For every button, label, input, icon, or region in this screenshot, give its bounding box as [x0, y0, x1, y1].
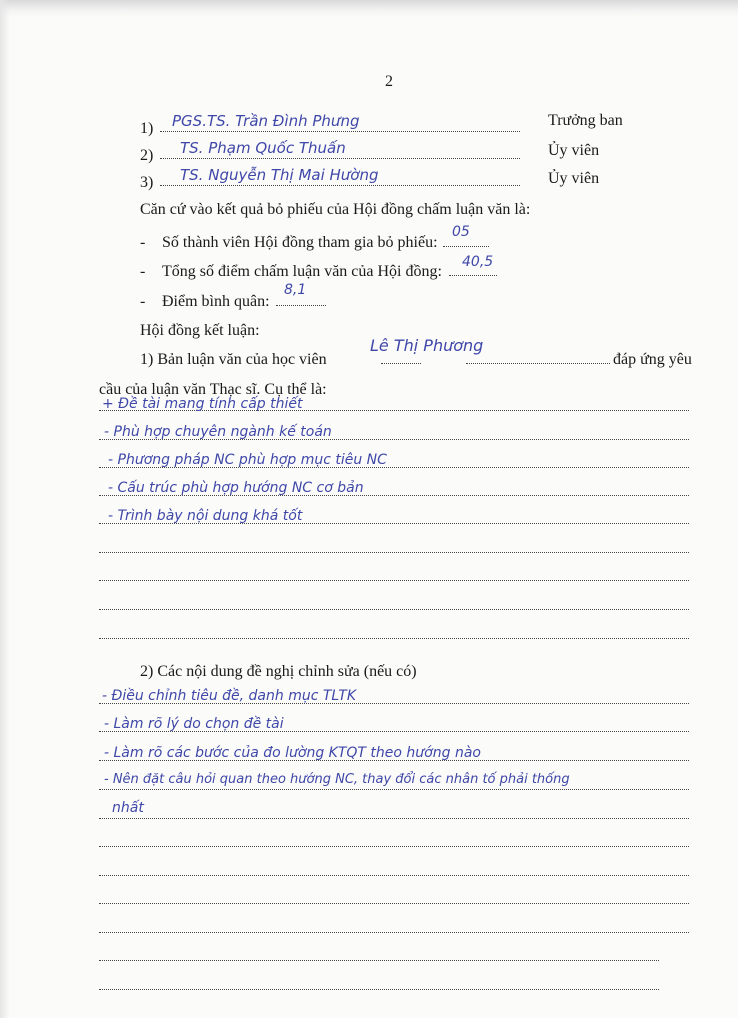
section1-suffix: đáp ứng yêu	[613, 351, 692, 368]
revision-line-5: nhất	[112, 800, 144, 816]
dotted-line	[449, 275, 497, 276]
dotted-line	[466, 363, 610, 364]
stat-bullet: -	[140, 234, 146, 251]
section1-continuation: cầu của luận văn Thạc sĩ. Cụ thể là:	[99, 381, 327, 398]
strength-line-4: - Cấu trúc phù hợp hướng NC cơ bản	[108, 480, 364, 496]
dotted-line	[160, 158, 520, 159]
stat-value-average: 8,1	[284, 282, 307, 298]
student-name: Lê Thị Phương	[370, 336, 484, 355]
stat-label-members: Số thành viên Hội đồng tham gia bỏ phiếu:	[162, 234, 438, 251]
committee-index-1: 1)	[140, 120, 154, 137]
stat-label-total: Tổng số điểm chấm luận văn của Hội đồng:	[162, 263, 442, 280]
dotted-line	[99, 903, 689, 904]
dotted-line	[99, 960, 659, 961]
stat-value-members: 05	[452, 224, 470, 240]
basis-text: Căn cứ vào kết quả bỏ phiếu của Hội đồng chấm luận văn là:	[140, 201, 531, 218]
revision-line-4: - Nên đặt câu hỏi quan theo hướng NC, thay đổi các nhân tố phải thống	[104, 772, 570, 787]
dotted-line	[381, 363, 421, 364]
strength-line-2: - Phù hợp chuyên ngành kế toán	[104, 424, 332, 440]
dotted-line	[99, 932, 689, 933]
stat-bullet: -	[140, 263, 146, 280]
strength-line-3: - Phương pháp NC phù hợp mục tiêu NC	[108, 452, 387, 468]
stat-label-average: Điểm bình quân:	[162, 293, 270, 310]
scan-shadow-top	[0, 0, 738, 18]
committee-index-2: 2)	[140, 147, 154, 164]
revision-line-3: - Làm rõ các bước của đo lường KTQT theo hướng nào	[104, 745, 481, 761]
dotted-line	[99, 789, 689, 790]
dotted-line	[99, 846, 689, 847]
dotted-line	[276, 305, 326, 306]
committee-name-2: TS. Phạm Quốc Thuấn	[180, 139, 346, 157]
committee-name-3: TS. Nguyễn Thị Mai Hường	[180, 166, 379, 184]
committee-index-3: 3)	[140, 174, 154, 191]
committee-role-3: Ủy viên	[548, 170, 600, 187]
dotted-line	[99, 818, 689, 819]
page-number: 2	[385, 73, 393, 90]
dotted-line	[99, 552, 689, 553]
dotted-line	[99, 638, 689, 639]
scan-shadow-left	[0, 0, 10, 1018]
strength-line-5: - Trình bày nội dung khá tốt	[108, 508, 303, 524]
dotted-line	[160, 185, 520, 186]
stat-value-total: 40,5	[462, 254, 494, 270]
dotted-line	[99, 989, 659, 990]
section2-heading: 2) Các nội dung đề nghị chỉnh sửa (nếu có)	[140, 663, 417, 680]
stat-bullet: -	[140, 293, 146, 310]
dotted-line	[99, 580, 689, 581]
revision-line-1: - Điều chỉnh tiêu đề, danh mục TLTK	[102, 688, 357, 704]
conclusion-heading: Hội đồng kết luận:	[140, 322, 260, 339]
dotted-line	[160, 131, 520, 132]
committee-role-2: Ủy viên	[548, 142, 600, 159]
dotted-line	[99, 609, 689, 610]
committee-role-1: Trưởng ban	[548, 112, 623, 129]
strength-line-1: + Đề tài mang tính cấp thiết	[102, 396, 303, 412]
dotted-line	[443, 246, 489, 247]
committee-name-1: PGS.TS. Trần Đình Phưng	[172, 112, 360, 130]
section1-prefix: 1) Bản luận văn của học viên	[140, 351, 327, 368]
revision-line-2: - Làm rõ lý do chọn đề tài	[104, 716, 284, 732]
dotted-line	[99, 875, 689, 876]
